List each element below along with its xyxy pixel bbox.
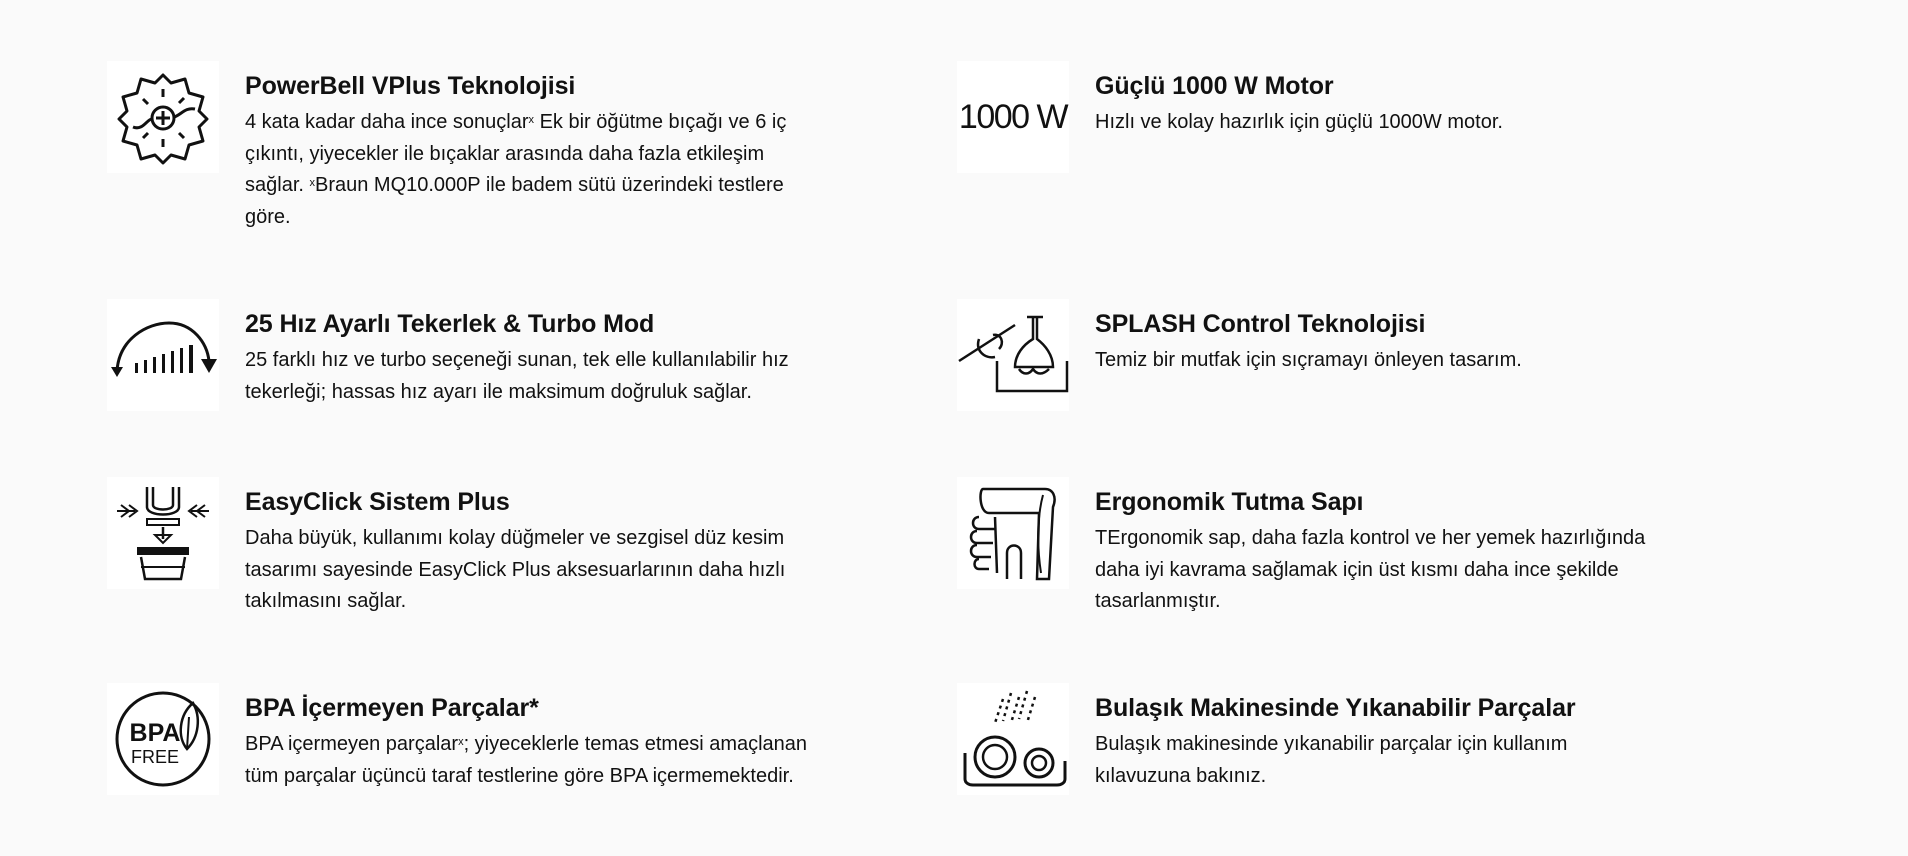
feature-title: Bulaşık Makinesinde Yıkanabilir Parçalar — [1095, 694, 1576, 722]
feature-description: 4 kata kadar daha ince sonuçlar$^x$ Ek bir öğütme bıçağı ve 6 iç çıkıntı, yiyecekler ile bıçaklar arasında daha fazla etkileşim sağlar. $^x$Braun MQ10.000P ile badem sütü üzerindeki testlere göre. — [245, 111, 787, 228]
feature-powerbell — [107, 61, 786, 233]
feature-text — [1095, 61, 1503, 139]
powerbell-blade-icon — [107, 61, 219, 173]
feature-description: Daha büyük, kullanımı kolay düğmeler ve sezgisel düz kesim tasarımı sayesinde EasyClick Plus aksesuarlarının daha hızlı takılmasını sağlar. — [245, 527, 786, 612]
feature-text — [245, 683, 807, 792]
feature-speed-wheel — [107, 299, 789, 411]
feature-title: Ergonomik Tutma Sapı — [1095, 488, 1364, 516]
feature-title: BPA İçermeyen Parçalar* — [245, 694, 539, 722]
feature-dishwasher-safe — [957, 683, 1576, 795]
1000w-motor-icon — [957, 61, 1069, 173]
feature-description: Temiz bir mutfak için sıçramayı önleyen tasarım. — [1095, 349, 1522, 371]
feature-motor — [957, 61, 1503, 173]
speed-wheel-icon — [107, 299, 219, 411]
feature-description: 25 farklı hız ve turbo seçeneği sunan, tek elle kullanılabilir hız tekerleği; hassas hız ayarı ile maksimum doğruluk sağlar. — [245, 349, 789, 403]
svg-text:BPA: BPA — [129, 719, 181, 747]
feature-bpa-free — [107, 683, 807, 795]
splash-control-icon — [957, 299, 1069, 411]
feature-ergonomic-grip — [957, 477, 1645, 618]
feature-description: BPA içermeyen parçalar$^x$; yiyeceklerle temas etmesi amaçlanan tüm parçalar üçüncü taraf testlerine göre BPA içermemektedir. — [245, 733, 808, 787]
feature-title: 25 Hız Ayarlı Tekerlek & Turbo Mod — [245, 310, 655, 338]
feature-text — [1095, 477, 1645, 618]
feature-text — [245, 61, 786, 233]
feature-description: Bulaşık makinesinde yıkanabilir parçalar için kullanım kılavuzuna bakınız. — [1095, 733, 1568, 787]
easyclick-system-icon — [107, 477, 219, 589]
feature-text — [1095, 683, 1576, 792]
ergonomic-grip-icon — [957, 477, 1069, 589]
feature-text — [245, 299, 789, 408]
feature-easyclick — [107, 477, 785, 618]
feature-text — [1095, 299, 1522, 377]
feature-title: EasyClick Sistem Plus — [245, 488, 510, 516]
bpa-free-icon — [107, 683, 219, 795]
feature-title: Güçlü 1000 W Motor — [1095, 72, 1334, 100]
feature-title: SPLASH Control Teknolojisi — [1095, 310, 1426, 338]
dishwasher-safe-icon — [957, 683, 1069, 795]
feature-title: PowerBell VPlus Teknolojisi — [245, 72, 576, 100]
svg-text:1000 W: 1000 W — [958, 98, 1068, 136]
feature-text — [245, 477, 785, 618]
feature-description: TErgonomik sap, daha fazla kontrol ve her yemek hazırlığında daha iyi kavrama sağlamak için üst kısmı daha ince şekilde tasarlanmıştır. — [1095, 527, 1646, 612]
feature-description: Hızlı ve kolay hazırlık için güçlü 1000W motor. — [1095, 111, 1503, 133]
svg-text:FREE: FREE — [130, 747, 180, 767]
feature-splash-control — [957, 299, 1522, 411]
